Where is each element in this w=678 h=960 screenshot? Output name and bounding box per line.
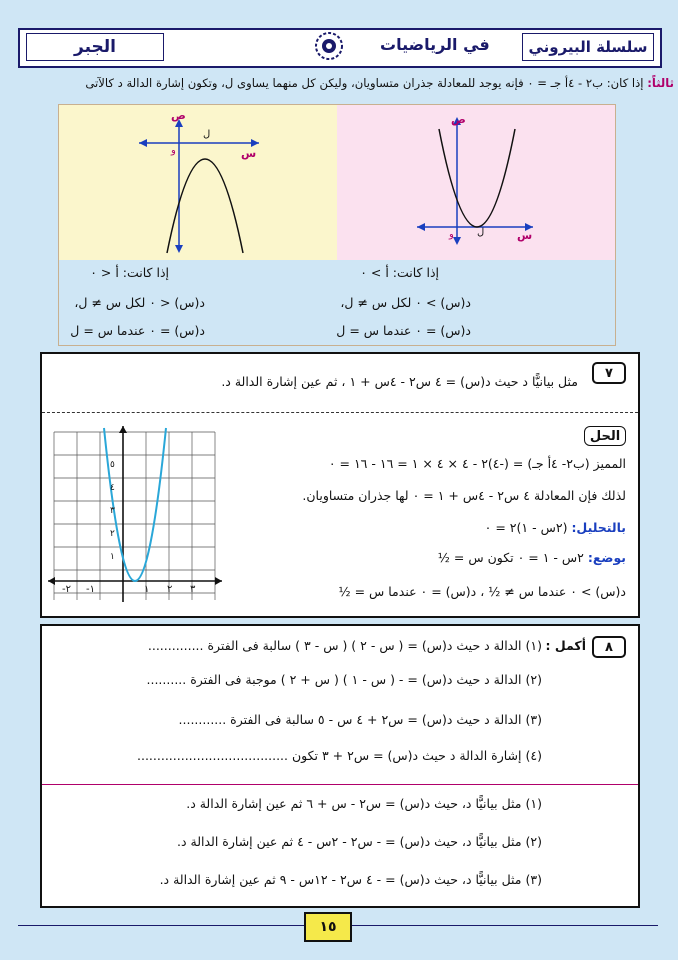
y-axis-label: ص <box>451 113 466 126</box>
item-text: مثل بيانيًّا د، حيث د(س) = - س٢ - ٢س - ٤ ثم عين إشارة الدالة د. <box>176 834 522 849</box>
x-tick-label: -١ <box>86 584 95 595</box>
intro-line <box>24 76 674 90</box>
case-positive-cond: إذا كانت: أ > ٠ <box>360 265 439 280</box>
item-number: (٣) <box>525 712 542 727</box>
intro-text: إذا كان: ب٢ - ٤أ جـ = ٠ فإنه يوجد للمعادلة جذران متساويان، وليكن كل منهما يساوى ل، وتكون إشارة الدالة د كالآتى <box>85 76 644 90</box>
y-tick-label: ٣ <box>110 506 115 516</box>
question-8-box <box>40 624 640 908</box>
origin-label: و <box>449 229 454 240</box>
substitution-label: بوضع: <box>587 550 626 565</box>
case-positive-line1: د(س) > ٠ لكل س ≠ ل، <box>340 295 471 310</box>
item-number: (٤) <box>525 748 542 763</box>
item-number: (٣) <box>525 872 542 887</box>
analysis-line <box>485 520 626 535</box>
page-number: ١٥ <box>304 912 352 942</box>
y-tick-label: ٢ <box>110 529 115 539</box>
question-text: مثل بيانيًّا د حيث د(س) = ٤ س٢ - ٤س + ١ ، ثم عين إشارة الدالة د. <box>221 374 578 389</box>
root-label: ل <box>477 227 485 238</box>
y-tick-label: ٤ <box>110 483 115 493</box>
question-number: ٧ <box>592 362 626 384</box>
complete-item-4 <box>137 748 542 763</box>
complete-item-2 <box>147 672 542 687</box>
solution-line-1: المميز (ب٢- ٤أ جـ) = (-٤)٢ - ٤ × ٤ × ١ = ١٦ - ١٦ = ٠ <box>328 456 626 471</box>
case-positive-line2: د(س) = ٠ عندما س = ل <box>336 323 471 338</box>
intro-label: ثالثاً: <box>647 76 674 90</box>
item-text: الدالة د حيث د(س) = ( س - ٢ ) ( س - ٣ ) سالبة فى الفترة .............. <box>147 638 522 653</box>
origin-label: و <box>171 145 176 156</box>
analysis-text: (٢س - ١)٢ = ٠ <box>484 520 568 535</box>
substitution-text: ٢س - ١ = ٠ تكون س = ½ <box>437 550 584 565</box>
complete-label: أكمل : <box>545 638 586 653</box>
cases-panel <box>58 104 616 346</box>
graph-item-3 <box>160 872 542 887</box>
x-axis-label: س <box>517 229 533 242</box>
question-7-box <box>40 352 640 618</box>
x-tick-label: ٢ <box>167 584 173 595</box>
item-number: (٢) <box>525 672 542 687</box>
y-tick-label: ١ <box>110 552 115 562</box>
book-title: في الرياضيات <box>380 35 490 54</box>
x-tick-label: ٣ <box>190 584 196 595</box>
root-label: ل <box>203 129 211 140</box>
page-header <box>18 28 662 68</box>
graph-item-2 <box>177 834 542 849</box>
solution-label: الحل <box>584 426 626 446</box>
x-tick-label: -٢ <box>62 584 71 595</box>
item-text: الدالة د حيث د(س) = - ( س - ١ ) ( س + ٢ ) موجبة فى الفترة .......... <box>146 672 522 687</box>
solution-graph <box>46 424 224 604</box>
item-text: الدالة د حيث د(س) = س٢ + ٤ س - ٥ سالبة فى الفترة ............ <box>178 712 522 727</box>
item-text: مثل بيانيًّا د، حيث د(س) = س٢ - س + ٦ ثم عين إشارة الدالة د. <box>186 796 522 811</box>
x-axis-label: س <box>241 147 257 160</box>
dashed-divider <box>42 412 638 413</box>
item-number: (١) <box>525 796 542 811</box>
case-negative-graph <box>59 105 337 260</box>
analysis-label: بالتحليل: <box>571 520 626 535</box>
subject-label: الجبر <box>26 33 164 61</box>
item-number: (٢) <box>525 834 542 849</box>
item-number: (١) <box>525 638 542 653</box>
x-tick-label: ١ <box>144 584 150 595</box>
graph-item-1 <box>186 796 542 811</box>
emblem-icon <box>314 31 344 61</box>
complete-item-3 <box>179 712 542 727</box>
section-divider <box>42 784 638 785</box>
item-text: إشارة الدالة د حيث د(س) = س٢ + ٣ تكون ...................................... <box>137 748 522 763</box>
case-negative-cond: إذا كانت: أ < ٠ <box>90 265 169 280</box>
item-text: مثل بيانيًّا د، حيث د(س) = - ٤ س٢ - ١٢س - ٩ ثم عين إشارة الدالة د. <box>159 872 522 887</box>
solution-line-2: لذلك فإن المعادلة ٤ س٢ - ٤س + ١ = ٠ لها جذران متساويان. <box>302 488 626 503</box>
series-title: سلسلة البيروني <box>522 33 654 61</box>
question-number: ٨ <box>592 636 626 658</box>
substitution-line <box>438 550 626 565</box>
complete-item-1 <box>148 638 542 653</box>
y-tick-label: ٥ <box>110 460 115 470</box>
case-negative-line2: د(س) = ٠ عندما س = ل <box>70 323 205 338</box>
case-negative-line1: د(س) < ٠ لكل س ≠ ل، <box>74 295 205 310</box>
solution-conclusion: د(س) > ٠ عندما س ≠ ½ ، د(س) = ٠ عندما س = ½ <box>338 584 626 599</box>
case-positive-graph <box>337 105 615 260</box>
y-axis-label: ص <box>171 109 186 122</box>
